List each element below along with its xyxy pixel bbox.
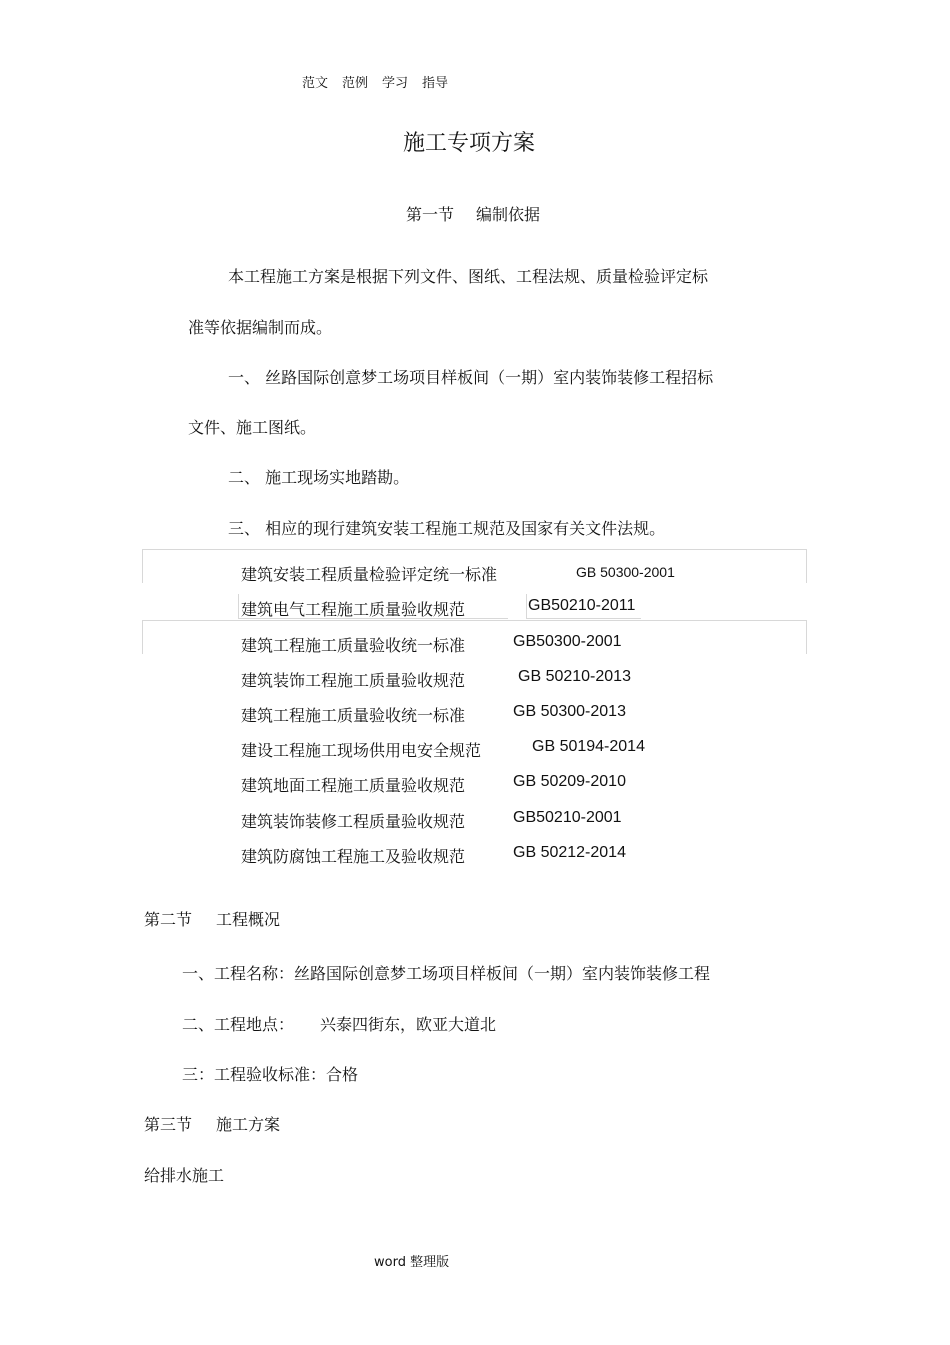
project-location-label: 二、工程地点： bbox=[182, 1015, 295, 1034]
standard-code: GB50210-2001 bbox=[513, 809, 622, 826]
section3-heading bbox=[144, 1112, 280, 1135]
section2-name: 工程概况 bbox=[216, 910, 281, 929]
standard-name: 建筑装饰装修工程质量验收规范 bbox=[241, 812, 466, 831]
standard-name: 建筑电气工程施工质量验收规范 bbox=[241, 600, 466, 619]
section3-name: 施工方案 bbox=[216, 1115, 281, 1134]
header-item: 学习 bbox=[382, 76, 409, 91]
project-location-value: 兴泰四街东，欧亚大道北 bbox=[320, 1015, 497, 1034]
item1-line-1: 一、 丝路国际创意梦工场项目样板间（一期）室内装饰装修工程招标 bbox=[228, 368, 714, 387]
standard-name: 建筑装饰工程施工质量验收规范 bbox=[241, 671, 466, 690]
item2: 二、 施工现场实地踏勘。 bbox=[228, 468, 410, 487]
intro-line-1: 本工程施工方案是根据下列文件、图纸、工程法规、质量检验评定标 bbox=[228, 267, 709, 286]
item3: 三、 相应的现行建筑安装工程施工规范及国家有关文件法规。 bbox=[228, 519, 666, 538]
table-border bbox=[526, 594, 527, 618]
table-border bbox=[142, 549, 143, 583]
section2-heading bbox=[144, 907, 280, 930]
section3-label: 第三节 bbox=[144, 1115, 193, 1134]
standard-code: GB50300-2001 bbox=[513, 633, 622, 650]
standard-code: GB50210-2011 bbox=[528, 597, 636, 614]
standard-code: GB 50209-2010 bbox=[513, 773, 626, 790]
standard-code: GB 50300-2013 bbox=[513, 703, 626, 720]
standard-name: 建筑工程施工质量验收统一标准 bbox=[241, 706, 466, 725]
document-title: 施工专项方案 bbox=[402, 131, 535, 156]
table-border bbox=[238, 594, 239, 618]
header-item: 指导 bbox=[422, 76, 449, 91]
page-header bbox=[302, 72, 462, 91]
page-footer: word 整理版 bbox=[374, 1255, 450, 1270]
section1-heading bbox=[0, 202, 946, 225]
header-item: 范文 bbox=[302, 76, 329, 91]
acceptance-standard: 三：工程验收标准：合格 bbox=[182, 1065, 359, 1084]
table-border bbox=[526, 618, 641, 619]
section1-label: 第一节 bbox=[405, 205, 454, 224]
table-border bbox=[142, 620, 143, 654]
subsection-heading: 给排水施工 bbox=[144, 1166, 225, 1185]
standard-name: 建筑地面工程施工质量验收规范 bbox=[241, 776, 466, 795]
standard-name: 建筑安装工程质量检验评定统一标准 bbox=[241, 565, 498, 584]
project-location bbox=[182, 1012, 496, 1035]
table-border bbox=[142, 549, 806, 550]
standard-name: 建筑防腐蚀工程施工及验收规范 bbox=[241, 847, 466, 866]
standard-name: 建设工程施工现场供用电安全规范 bbox=[241, 741, 482, 760]
standard-name: 建筑工程施工质量验收统一标准 bbox=[241, 636, 466, 655]
standard-code: GB 50210-2013 bbox=[518, 668, 631, 685]
section2-label: 第二节 bbox=[144, 910, 193, 929]
header-item: 范例 bbox=[342, 76, 369, 91]
section1-name: 编制依据 bbox=[476, 205, 541, 224]
standard-code: GB 50300-2001 bbox=[576, 564, 675, 580]
table-border bbox=[806, 620, 807, 654]
intro-line-2: 准等依据编制而成。 bbox=[188, 318, 333, 337]
standard-code: GB 50194-2014 bbox=[532, 738, 645, 755]
table-border bbox=[806, 549, 807, 583]
table-border bbox=[142, 620, 806, 621]
item1-line-2: 文件、施工图纸。 bbox=[188, 418, 317, 437]
standard-code: GB 50212-2014 bbox=[513, 844, 626, 861]
project-name: 一、工程名称：丝路国际创意梦工场项目样板间（一期）室内装饰装修工程 bbox=[182, 964, 711, 983]
